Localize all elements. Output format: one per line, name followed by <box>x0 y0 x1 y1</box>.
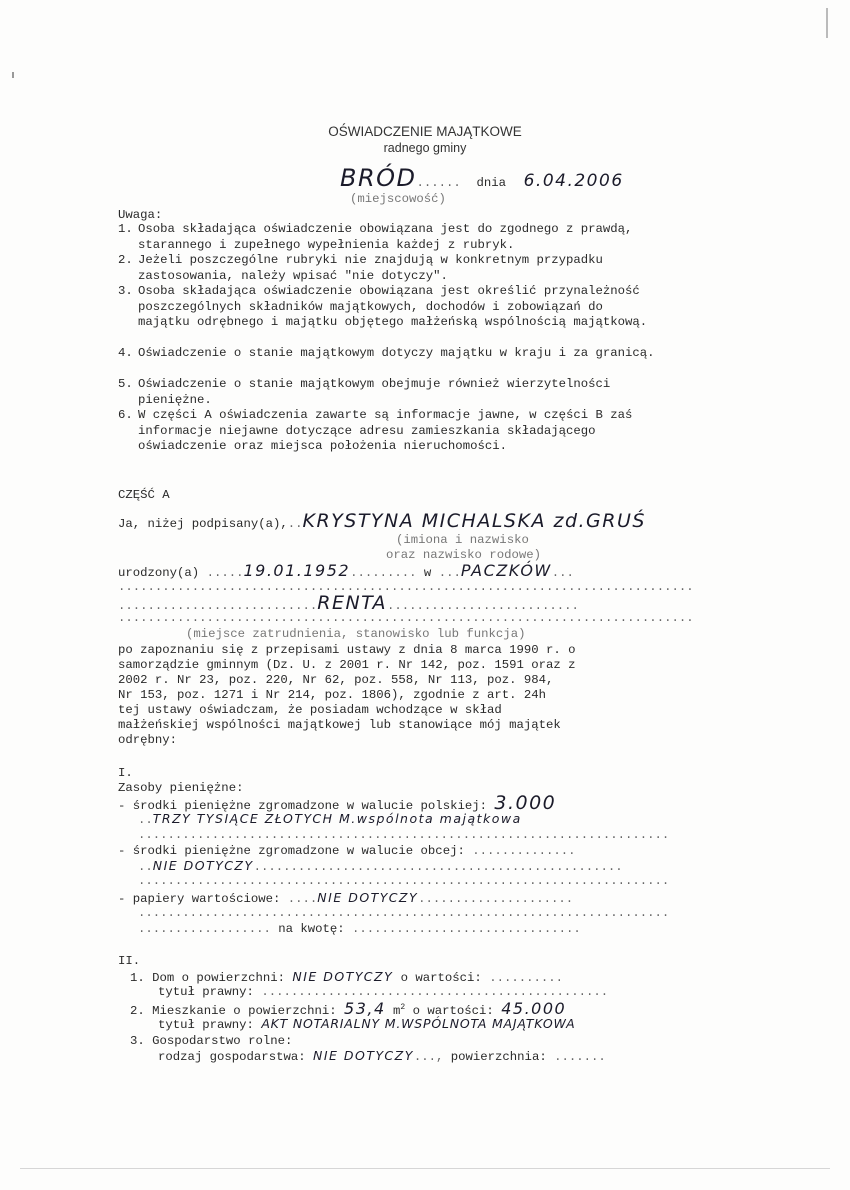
house-title-label: tytuł prawny: <box>158 985 254 999</box>
flat-title-value: AKT NOTARIALNY M.WSPÓLNOTA MAJĄTKOWA <box>261 1016 576 1031</box>
dots: ....... <box>554 1050 606 1064</box>
declaration-line: po zapoznaniu się z przepisami ustawy z dnia 8 marca 1990 r. o <box>118 643 576 657</box>
date-label: dnia <box>476 176 506 190</box>
scan-margin-mark <box>826 8 828 38</box>
securities-label: - papiery wartościowe: <box>118 892 281 906</box>
dotted-line: ........................................................................ <box>138 828 670 842</box>
amount-label: na kwotę: <box>278 922 345 936</box>
scan-edge-line <box>20 1168 830 1169</box>
farm-type-line <box>158 1048 606 1066</box>
note-number: 6. <box>118 408 133 422</box>
dotted-line: ........................................................................ <box>138 874 670 888</box>
born-label: urodzony(a) <box>118 566 200 580</box>
house-value: NIE DOTYCZY <box>292 969 394 984</box>
note-text: Oświadczenie o stanie majątkowym dotyczy majątku w kraju i za granicą. <box>138 346 655 360</box>
notes-heading: Uwaga: <box>118 208 163 222</box>
flat-area-value: 53,4 <box>344 999 386 1019</box>
dots: ............................................... <box>261 985 609 999</box>
pln-desc-value: TRZY TYSIĄCE ZŁOTYCH M.wspólnota majątkowa <box>152 811 522 826</box>
dots: ..... <box>206 566 244 580</box>
house-value-label: o wartości: <box>400 971 482 985</box>
note-text: Osoba składająca oświadczenie obowiązana jest do zgodnego z prawdą, starannego i zupełnego wypełnienia każdej z rubryk. <box>138 222 633 252</box>
note-item <box>118 253 658 284</box>
note-item <box>118 408 658 455</box>
dots: .. <box>138 813 153 827</box>
foreign-label: - środki pieniężne zgromadzone w walucie obcej: <box>118 844 465 858</box>
flat-label: 2. Mieszkanie o powierzchni: <box>130 1004 337 1019</box>
birth-line <box>118 563 574 582</box>
note-number: 5. <box>118 377 133 391</box>
flat-title-label: tytuł prawny: <box>158 1018 254 1032</box>
employment-caption: (miejsce zatrudnienia, stanowisko lub funkcja) <box>186 627 526 641</box>
farm-label: 3. Gospodarstwo rolne: <box>130 1034 293 1048</box>
flat-unit: m <box>393 1004 401 1019</box>
farm-type-value: NIE DOTYCZY <box>312 1048 414 1063</box>
dotted-line: .............................................................................. <box>118 611 694 625</box>
document-subtitle: radnego gminy <box>383 141 467 155</box>
place-dots: ...... <box>416 176 461 190</box>
name-caption-line-2: oraz nazwisko rodowe) <box>386 548 541 562</box>
house-label: 1. Dom o powierzchni: <box>130 971 285 985</box>
note-number: 3. <box>118 284 133 298</box>
in-label: w <box>423 566 432 580</box>
dotted-line: ........................................................................ <box>138 906 670 920</box>
flat-value: 45.000 <box>501 999 567 1019</box>
place-date-line <box>340 164 624 192</box>
note-text: Jeżeli poszczególne rubryki nie znajdują w konkretnym przypadku zastosowania, należy wpisać "nie dotyczy". <box>138 253 603 283</box>
declaration-line: 2002 r. Nr 23, poz. 220, Nr 62, poz. 558, Nr 113, poz. 984, <box>118 673 554 687</box>
dots: ............................... <box>352 922 581 936</box>
dots: .... <box>287 892 318 906</box>
note-item <box>118 222 658 253</box>
securities-line <box>118 890 573 908</box>
dots: .............. <box>472 844 576 858</box>
dots: .................................................. <box>253 860 623 874</box>
dots: .................. <box>138 922 271 936</box>
dotted-line: .............................................................................. <box>118 580 694 594</box>
section-1-numeral: I. <box>118 766 133 780</box>
dots: ......... <box>350 566 417 580</box>
place-value: BRÓD <box>340 164 417 192</box>
document-title: OŚWIADCZENIE MAJĄTKOWE <box>328 124 522 139</box>
section-2-numeral: II. <box>118 954 141 968</box>
house-line <box>130 969 563 987</box>
note-number: 4. <box>118 346 133 360</box>
employment-value: RENTA <box>317 592 388 614</box>
birth-date-value: 19.01.1952 <box>243 561 351 580</box>
signed-label: Ja, niżej podpisany(a), <box>118 517 288 531</box>
birth-place-value: PACZKÓW <box>460 561 552 580</box>
note-item <box>118 377 658 408</box>
dots: ........................... <box>118 599 318 613</box>
flat-unit-superscript: 2 <box>400 1003 406 1012</box>
dots: ... <box>551 566 574 580</box>
foreign-value-line <box>138 858 623 876</box>
scan-margin-mark <box>12 72 14 78</box>
note-text: W części A oświadczenia zawarte są informacje jawne, w części B zaś informacje niejawne dotyczące adresu zamieszkania składającego oświadczenie oraz miejsca położenia nieruchomości. <box>138 408 633 453</box>
pln-label: - środki pieniężne zgromadzone w walucie polskiej: <box>118 799 487 813</box>
signed-dots: .. <box>287 517 303 531</box>
note-number: 1. <box>118 222 133 236</box>
dots: ..................... <box>418 892 574 906</box>
declaration-line: odrębny: <box>118 733 178 747</box>
dots: ..., <box>413 1050 444 1064</box>
dots: .......... <box>489 971 563 985</box>
securities-value: NIE DOTYCZY <box>317 890 419 905</box>
note-number: 2. <box>118 253 133 267</box>
section-1-heading: Zasoby pieniężne: <box>118 781 244 795</box>
pln-value: 3.000 <box>494 792 557 814</box>
place-caption: (miejscowość) <box>350 192 446 206</box>
flat-value-label: o wartości: <box>412 1004 494 1019</box>
declaration-line: małżeńskiej wspólności majątkowej lub stanowiące mój majątek <box>118 718 561 732</box>
note-item <box>118 284 658 331</box>
declaration-line: samorządzie gminnym (Dz. U. z 2001 r. Nr 142, poz. 1591 oraz z <box>118 658 576 672</box>
foreign-value: NIE DOTYCZY <box>152 858 254 873</box>
declaration-line: Nr 153, poz. 1271 i Nr 214, poz. 1806), zgodnie z art. 24h <box>118 688 547 702</box>
signed-line <box>118 510 646 533</box>
flat-title-line <box>158 1016 575 1034</box>
dots: .. <box>138 860 153 874</box>
amount-line <box>138 922 581 938</box>
dots: .......................... <box>387 599 579 613</box>
name-caption-line-1: (imiona i nazwisko <box>396 533 529 547</box>
pln-desc-line <box>138 811 522 829</box>
note-item <box>118 346 658 362</box>
note-text: Osoba składająca oświadczenie obowiązana jest określić przynależność poszczególnych składników majątkowych, dochodów i zobowiązań do majątku odrębnego i majątku objętego małżeńską wspólnością majątkową. <box>138 284 648 329</box>
part-a-heading: CZĘŚĆ A <box>118 488 170 502</box>
date-value: 6.04.2006 <box>523 171 624 191</box>
declaration-line: tej ustawy oświadczam, że posiadam wchodzące w skład <box>118 703 502 717</box>
farm-type-label: rodzaj gospodarstwa: <box>158 1050 306 1064</box>
dots: ... <box>438 566 461 580</box>
note-text: Oświadczenie o stanie majątkowym obejmuje również wierzytelności pieniężne. <box>138 377 611 407</box>
name-value: KRYSTYNA MICHALSKA zd.GRUŚ <box>302 510 646 532</box>
farm-area-label: powierzchnia: <box>450 1050 547 1064</box>
